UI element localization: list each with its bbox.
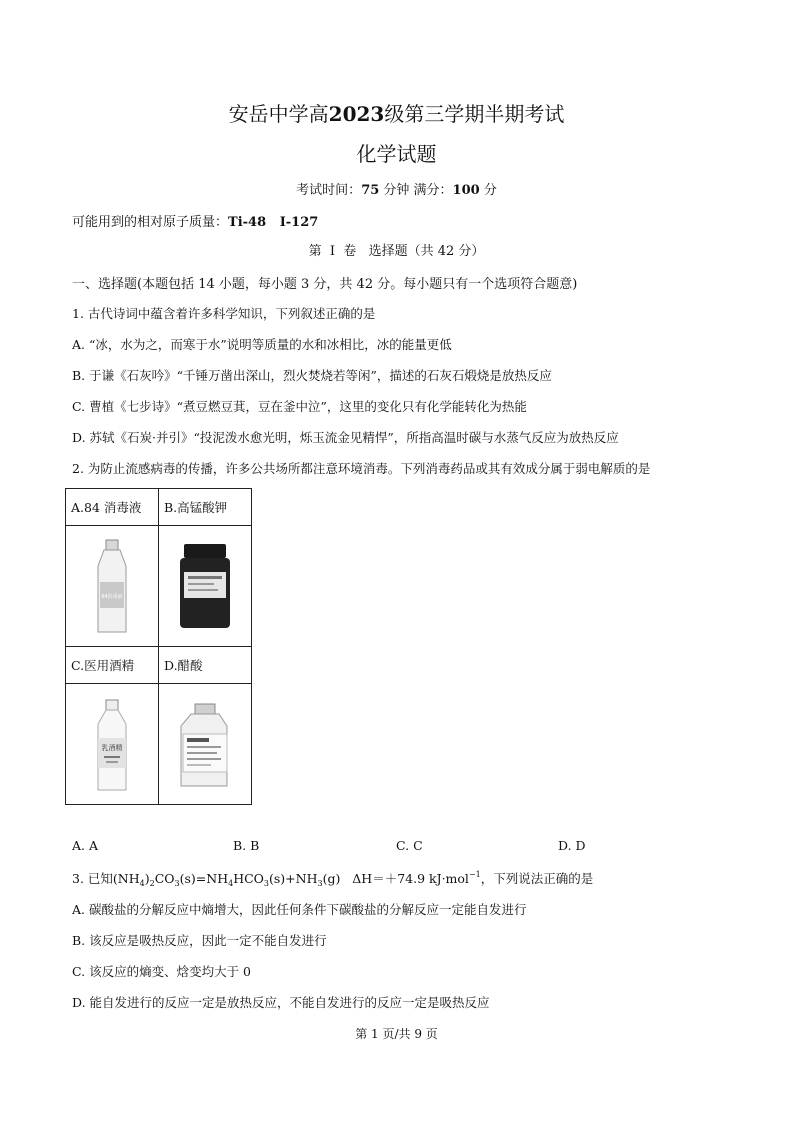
cell-image-a xyxy=(66,526,159,647)
acetic-acid-bottle-image xyxy=(169,694,241,794)
exam-title xyxy=(0,98,793,127)
page-footer: 第 1 页/共 9 页 xyxy=(355,1027,438,1041)
cell-image-d xyxy=(159,684,252,805)
cell-image-b xyxy=(159,526,252,647)
atomic-mass-line xyxy=(72,211,318,230)
q2-answer-d: D. D xyxy=(558,838,586,853)
atomic-mass-values: Ti-48 I-127 xyxy=(228,215,319,230)
exam-info xyxy=(0,179,793,198)
q2-options-table xyxy=(65,488,252,805)
alcohol-bottle-label: 乳酒精 xyxy=(101,744,123,752)
q3-stem-text: 3. 已知(NH xyxy=(72,871,140,886)
q1-option-d: D. 苏轼《石炭·并引》“投泥泼水愈光明，烁玉流金见精悍”，所指高温时碳与水蒸气反应为放热反应 xyxy=(72,430,619,445)
q2-answer-a: A. A xyxy=(72,838,99,853)
exam-info-text: 分 xyxy=(479,183,497,198)
cell-label-d: D.醋酸 xyxy=(159,647,252,684)
cell-label-a: A.84 消毒液 xyxy=(66,489,159,526)
full-score: 100 xyxy=(452,183,480,198)
q3-option-a: A. 碳酸盐的分解反应中熵增大，因此任何条件下碳酸盐的分解反应一定能自发进行 xyxy=(72,902,527,917)
alcohol-bottle-image xyxy=(82,694,142,794)
q2-answer-b: B. B xyxy=(233,838,260,853)
q1-option-c: C. 曹植《七步诗》“煮豆燃豆萁，豆在釜中泣”，这里的变化只有化学能转化为热能 xyxy=(72,399,527,414)
title-part: 级第三学期半期考试 xyxy=(384,102,565,126)
section-heading: 第 Ⅰ 卷 选择题（共 42 分） xyxy=(308,244,485,259)
atomic-mass-label: 可能用到的相对原子质量： xyxy=(72,215,229,230)
exam-info-text: 考试时间： xyxy=(296,183,362,198)
q3-option-d: D. 能自发进行的反应一定是放热反应，不能自发进行的反应一定是吸热反应 xyxy=(72,995,490,1010)
title-part: 安岳中学高 xyxy=(228,102,329,126)
q1-stem: 1. 古代诗词中蕴含着许多科学知识，下列叙述正确的是 xyxy=(72,306,376,321)
section-instructions: 一、选择题(本题包括 14 小题，每小题 3 分，共 42 分。每小题只有一个选项符合题意) xyxy=(72,277,578,292)
q3-option-b: B. 该反应是吸热反应，因此一定不能自发进行 xyxy=(72,933,327,948)
cell-label-c: C.医用酒精 xyxy=(66,647,159,684)
exam-subtitle: 化学试题 xyxy=(356,142,437,166)
exam-time: 75 xyxy=(361,183,380,198)
q1-option-a: A. “冰，水为之，而寒于水”说明等质量的水和冰相比，冰的能量更低 xyxy=(72,337,452,352)
q2-answer-c: C. C xyxy=(396,838,423,853)
bleach-bottle-image xyxy=(82,536,142,636)
exam-info-text: 分钟 满分： xyxy=(379,183,453,198)
bleach-bottle-label: 84消毒液 xyxy=(101,594,123,600)
q3-delta-h: ΔH＝＋74.9 kJ·mol xyxy=(352,871,469,886)
q3-option-c: C. 该反应的熵变、焓变均大于 0 xyxy=(72,964,251,979)
cell-image-c xyxy=(66,684,159,805)
cell-label-b: B.高锰酸钾 xyxy=(159,489,252,526)
q1-option-b: B. 于谦《石灰吟》“千锤万凿出深山，烈火焚烧若等闲”，描述的石灰石煅烧是放热反应 xyxy=(72,368,552,383)
permanganate-jar-image xyxy=(170,536,240,636)
q3-stem: 3. 已知$(NH_4)_2CO_3(s)=NH_4HCO_3(s)+NH_3(g)$ ΔH＝＋74.9 kJ·mol$^{-1}$，下列说法正确的是 xyxy=(72,870,594,888)
title-year: 2023 xyxy=(328,102,385,126)
q3-stem-suffix: ，下列说法正确的是 xyxy=(480,871,594,886)
q2-stem: 2. 为防止流感病毒的传播，许多公共场所都注意环境消毒。下列消毒药品或其有效成分属于弱电解质的是 xyxy=(72,461,651,476)
